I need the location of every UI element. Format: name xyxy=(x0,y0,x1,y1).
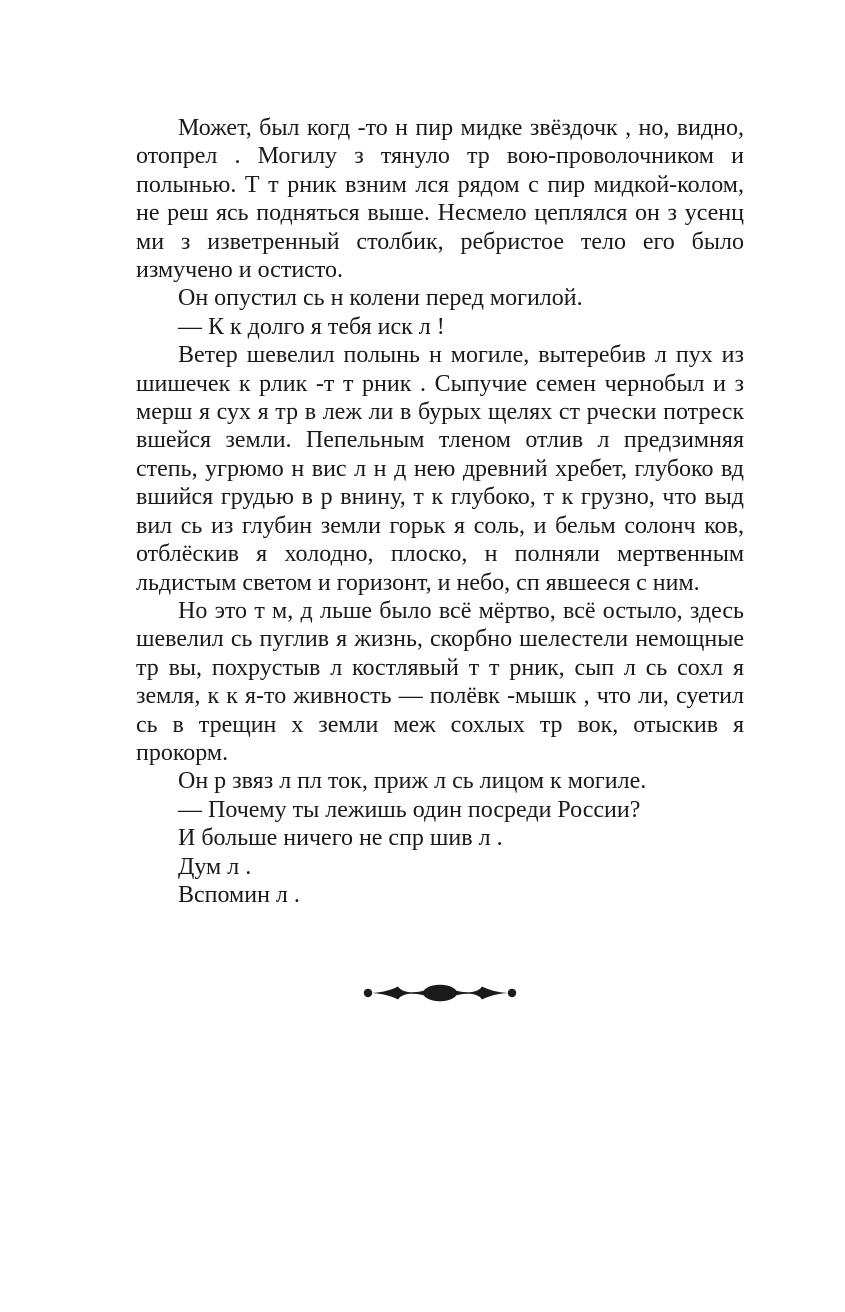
paragraph-7: — Почему ты лежишь один посреди России? xyxy=(178,796,641,823)
paragraph-9: Дум л . xyxy=(178,853,252,880)
paragraph-2: Он опустил сь н колени перед могилой. xyxy=(178,285,583,312)
page-text-body xyxy=(136,114,744,909)
paragraph-6: Он р звяз л пл ток, приж л сь лицом к могиле. xyxy=(178,768,647,795)
paragraph-10: Вспомин л . xyxy=(178,881,300,908)
paragraph-8: И больше ничего не спр шив л . xyxy=(178,825,503,852)
paragraph-1: Может, был когд -то н пир мидке звёздочк , но, видно, отопрел . Могилу з тянуло тр вою-проволочником и полынью. Т т рник взним лся рядом с пир мидкой-колом, не реш ясь подняться выше. Несмело цеплялся он з усенц ми з изветренный столбик, ребристое тело его было измучено и остисто. xyxy=(136,115,744,284)
paragraph-5: Но это т м, д льше было всё мёртво, всё остыло, здесь шевелил сь пуглив я жизнь, скорбно шелестели немощные тр вы, похрустыв л костлявый т т рник, сып л сь сохл я земля, к к я-то живность — полёвк -мышк , что ли, суетил сь в трещин х земли меж сохлых тр вок, отыскив я прокорм. xyxy=(136,597,744,766)
paragraph-3: — К к долго я тебя иск л ! xyxy=(178,313,445,340)
paragraph-4: Ветер шевелил полынь н могиле, вытеребив л пух из шишечек к рлик -т т рник . Сыпучие семен чернобыл и з мерш я сух я тр в леж ли в бурых щелях ст рчески потреск вшейся земли. Пепельным тленом отлив л предзимняя степь, угрюмо н вис л н д нею древний хребет, глубоко вд вшийся грудью в р внину, т к глубоко, т к грузно, что выд вил сь из глубин земли горьк я соль, и бельм солонч ков, отблёскив я холодно, плоско, н полняли мертвенным льдистым светом и горизонт, и небо, сп явшееся с ним. xyxy=(136,342,744,596)
decorative-divider-ornament-icon xyxy=(362,980,518,1006)
